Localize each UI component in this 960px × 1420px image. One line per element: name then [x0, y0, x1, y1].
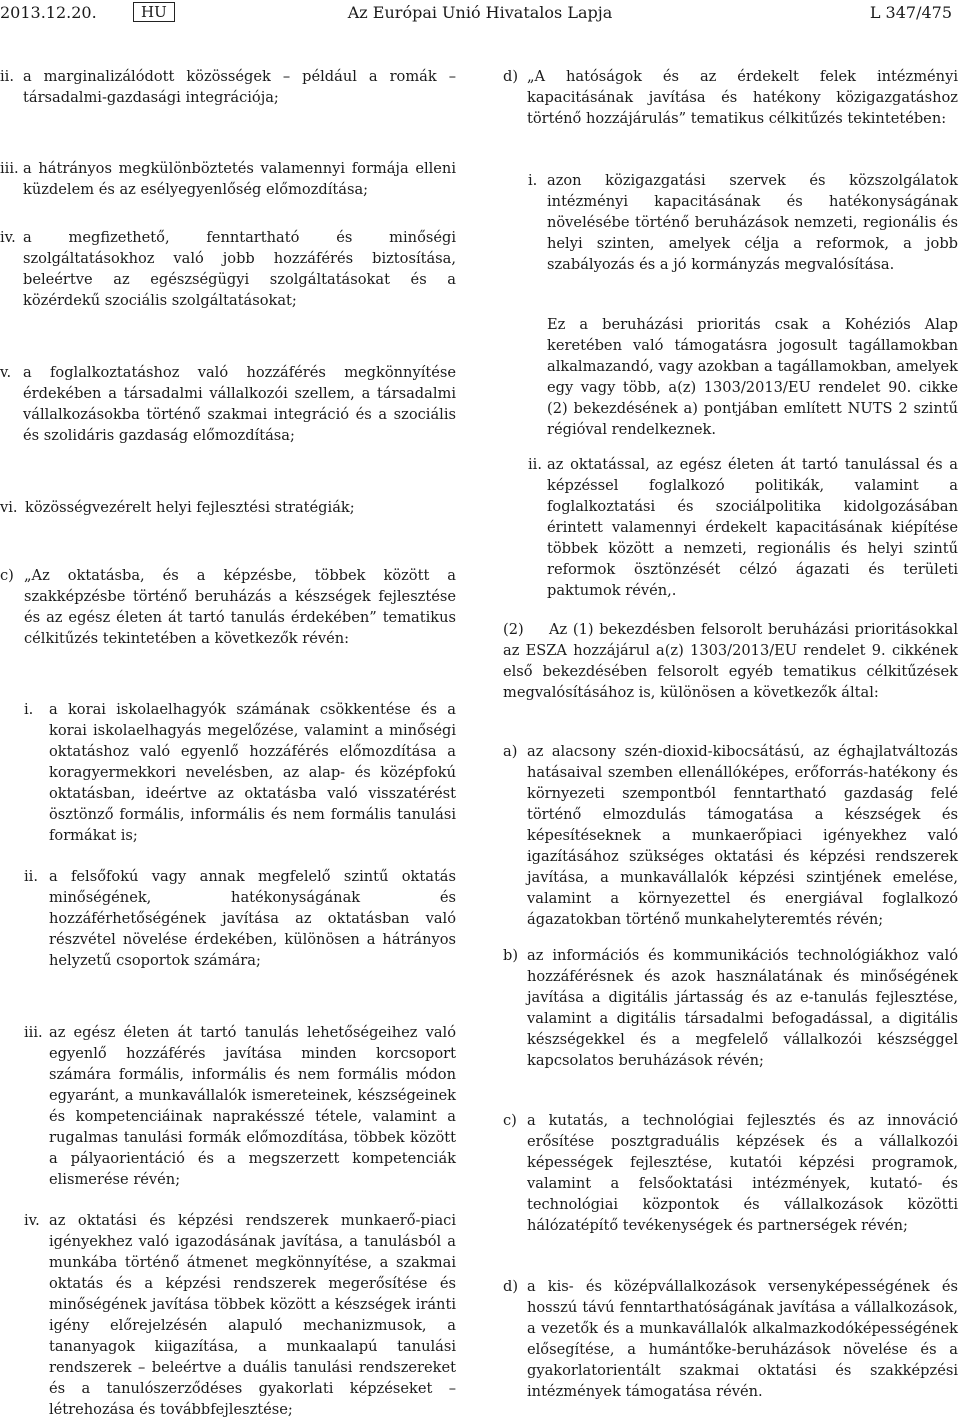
item-label: iv.	[0, 229, 16, 246]
language-badge: HU	[133, 2, 175, 22]
list-item-v	[0, 362, 456, 446]
page-header	[0, 0, 960, 40]
list-item-d-i	[503, 170, 958, 275]
list-item-iii	[0, 158, 456, 200]
list-item-2-c	[503, 1110, 958, 1236]
item-text: „A hatóságok és az érdekelt felek intézményi kapacitásának javítása és hatékony közigazgatáshoz történő hozzájárulás” tematikus célkitűzés tekintetében:	[527, 68, 958, 127]
list-item-2-a	[503, 741, 958, 930]
list-item-c-iii	[0, 1022, 456, 1190]
item-label: i.	[528, 172, 538, 189]
item-label: d)	[503, 68, 519, 85]
item-text: Ez a beruházási prioritás csak a Kohéziós Alap keretében való támogatásra jogosult tagállamokban alkalmazandó, vagy azokban a tagállamokban, amelyek egy vagy több, a(z) 1303/2013/EU rendelet 90. cikke (2) bekezdésének a) pontjában említett NUTS 2 szintű régióval rendelkeznek.	[547, 316, 958, 438]
item-text: a felsőfokú vagy annak megfelelő szintű oktatás minőségének, hatékonyságának és hozzáférhetőségének javítása az oktatásban való részvétel növelése érdekében, különösen a hátrányos helyzetű csoportok számára;	[49, 868, 456, 969]
item-label: i.	[24, 701, 34, 718]
list-item-d-i-note	[503, 314, 958, 440]
item-text: a megfizethető, fenntartható és minőségi szolgáltatásokhoz való jobb hozzáférés biztosítása, beleértve az egészségügyi szolgáltatásokat és a közérdekű szociális szolgáltatásokat;	[23, 229, 456, 309]
section-c	[0, 565, 456, 649]
journal-title: Az Európai Unió Hivatalos Lapja	[347, 3, 613, 22]
item-label: (2)	[503, 621, 524, 638]
item-text: a foglalkoztatáshoz való hozzáférés megkönnyítése érdekében a társadalmi vállalkozói szellem, a társadalmi vállalkozásokba történő szakmai integráció és a szociális és szolidáris gazdaság előmozdítása;	[23, 364, 456, 444]
item-text: Az (1) bekezdésben felsorolt beruházási prioritásokkal az ESZA hozzájárul a(z) 1303/2013/EU rendelet 9. cikkének első bekezdésében felsorolt egyéb tematikus célkitűzések megvalósításához is, különösen a következők által:	[503, 621, 958, 701]
item-text: az oktatással, az egész életen át tartó tanulással és a képzéssel foglalkozó politikák, valamint a foglalkoztatási és szociálpolitika kidolgozásában érintett valamennyi érdekelt kapacitásának kiépítése többek között a nemzeti, regionális és helyi szintű reformok ösztönzését célzó ágazati és területi paktumok révén,.	[547, 456, 958, 599]
list-item-d-ii	[503, 454, 958, 601]
item-label: ii.	[528, 456, 542, 473]
item-text: az alacsony szén-dioxid-kibocsátású, az éghajlatváltozás hatásaival szemben ellenállóképes, erőforrás-hatékony és környezeti szempontból fenntartható gazdaság felé történő elmozdulás támogatása a készségek és képesítéseknek a munkaerőpiaci igényekhez való igazításához szükséges oktatási és képzési rendszerek javítása, a munkavállalók képzési szintjének emelése, valamint a környezettel és energiával foglalkozó ágazatokban történő munkahelyteremtés révén;	[527, 743, 958, 928]
list-item-c-ii	[0, 866, 456, 971]
item-label: ii.	[24, 868, 38, 885]
paragraph-2	[503, 619, 958, 703]
item-text: a korai iskolaelhagyók számának csökkentése és a korai iskolaelhagyás megelőzése, valamint a minőségi oktatáshoz való egyenlő hozzáférés előmozdítása a koragyermekkori nevelésben, az alap- és középfokú oktatásban, ideértve az oktatásba való visszatérést ösztönző formális, informális és nem formális tanulási formákat is;	[49, 701, 456, 844]
item-text: azon közigazgatási szervek és közszolgálatok intézményi kapacitásának és hatékonyságának növelésébe történő beruházások nemzeti, regionális és helyi szinten, amelyek célja a reformok, a jobb szabályozás és a jó kormányzás megvalósítása.	[547, 172, 958, 273]
page-number: L 347/475	[869, 3, 952, 22]
item-label: c)	[503, 1112, 517, 1129]
item-text: a hátrányos megkülönböztetés valamennyi formája elleni küzdelem és az esélyegyenlőség előmozdítása;	[23, 160, 456, 198]
list-item-vi	[0, 497, 456, 518]
item-text: „Az oktatásba, és a képzésbe, többek között a szakképzésbe történő beruházás a készségek fejlesztése és az egész életen át tartó tanulás érdekében” tematikus célkitűzés tekintetében a következők révén:	[24, 567, 456, 647]
item-text: közösségvezérelt helyi fejlesztési stratégiák;	[25, 499, 355, 516]
list-item-2-b	[503, 945, 958, 1071]
list-item-c-iv	[0, 1210, 456, 1420]
item-label: a)	[503, 743, 518, 760]
item-label: b)	[503, 947, 519, 964]
item-label: iii.	[0, 160, 19, 177]
list-item-c-i	[0, 699, 456, 846]
item-text: az információs és kommunikációs technológiákhoz való hozzáférésnek és azok használatának és minőségének javítása a digitális jártasság és az e-tanulás fejlesztése, valamint a digitális társadalmi befogadással, a digitális készségekkel és a megfelelő vállalkozói készséggel kapcsolatos beruházások révén;	[527, 947, 958, 1069]
list-item-2-d	[503, 1276, 958, 1402]
list-item-ii	[0, 66, 456, 108]
item-text: az oktatási és képzési rendszerek munkaerő-piaci igényekhez való igazodásának javítása, a tanulásból a munkába történő átmenet megkönnyítése, a szakmai oktatás és a képzési rendszerek megerősítése és minőségének javítása többek között a készségek iránti igény előrejelzésén alapuló mechanizmusok, a tananyagok kiigazítása, a munkaalapú tanulási rendszerek – beleértve a duális tanulási rendszereket és a tanulószerződéses gyakorlati képzéseket – létrehozása és továbbfejlesztése;	[49, 1212, 456, 1418]
item-text: a marginalizálódott közösségek – például a romák – társadalmi-gazdasági integrációja;	[23, 68, 456, 106]
section-d	[503, 66, 958, 129]
publication-date: 2013.12.20.	[0, 3, 97, 22]
item-text: a kis- és középvállalkozások versenyképességének és hosszú távú fenntarthatóságának javítása a vállalkozások, a vezetők és a munkavállalók alkalmazkodóképességének elősegítése, a humántőke-beruházások növelése és a gyakorlatorientált szakmai oktatási és szakképzési intézmények támogatása révén.	[527, 1278, 958, 1400]
item-label: v.	[0, 364, 12, 381]
list-item-iv	[0, 227, 456, 311]
item-label: iv.	[24, 1212, 40, 1229]
item-label: ii.	[0, 68, 14, 85]
item-label: d)	[503, 1278, 519, 1295]
item-label: iii.	[24, 1024, 43, 1041]
item-label: c)	[0, 567, 14, 584]
item-text: az egész életen át tartó tanulás lehetőségeihez való egyenlő hozzáférés javítása minden korcsoport számára formális, informális és nem formális módon egyaránt, a munkavállalók ismereteinek, készségeinek és kompetenciáinak naprakésszé tétele, valamint a rugalmas tanulási formák előmozdítása, többek között a pályaorientáció és a megszerzett kompetenciák elismerése révén;	[49, 1024, 456, 1188]
item-label: vi.	[0, 499, 18, 516]
item-text: a kutatás, a technológiai fejlesztés és az innováció erősítése posztgraduális képzések és a vállalkozói képességek fejlesztése, kutatói képzési programok, valamint a felsőoktatási intézmények, kutató- és technológiai központok és vállalkozások közötti hálózatépítő tevékenységek és partnerségek révén;	[527, 1112, 958, 1234]
